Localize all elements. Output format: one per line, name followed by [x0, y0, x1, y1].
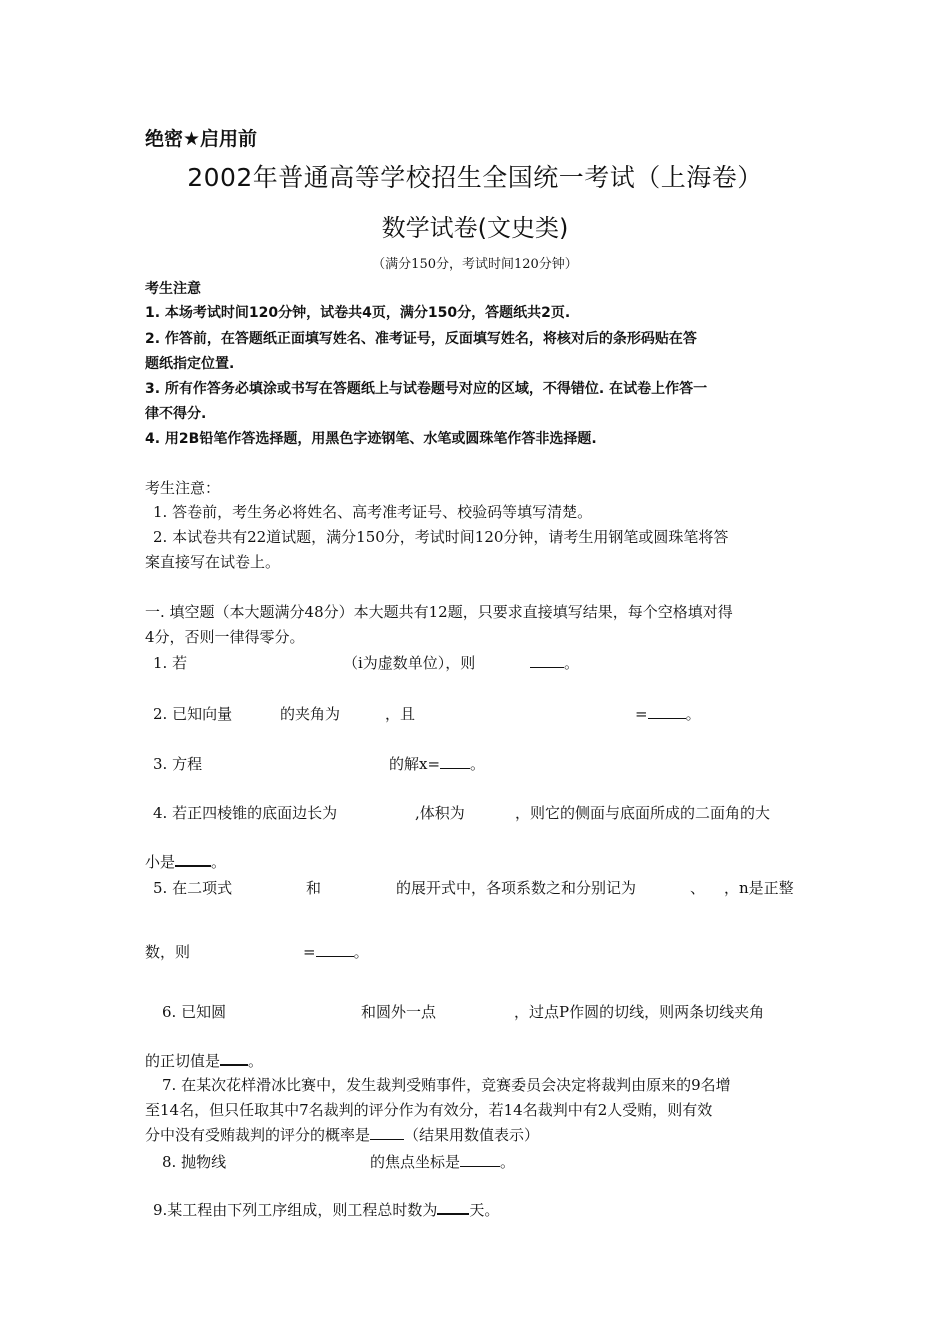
q1-answer — [530, 652, 579, 673]
notice2-line-2: 2. 本试卷共有22道试题，满分150分，考试时间120分钟，请考生用钢笔或圆珠笔将答 — [153, 528, 729, 546]
q1-blank[interactable] — [530, 653, 564, 668]
q4-answer — [145, 851, 226, 872]
section1-intro: 一. 填空题（本大题满分48分）本大题共有12题，只要求直接填写结果，每个空格填对得 — [145, 603, 733, 621]
notice-item-3: 3. 所有作答务必填涂或书写在答题纸上与试卷题号对应的区域，不得错位. 在试卷上作答一 — [145, 381, 708, 397]
q4-text-c: ，则它的侧面与底面所成的二面角的大 — [515, 804, 771, 822]
q4-blank[interactable] — [175, 851, 211, 867]
q6-text-a: 6. 已知圆 — [162, 1003, 227, 1021]
q3-blank[interactable] — [440, 754, 470, 769]
notice2-heading: 考生注意： — [145, 479, 221, 497]
q5-blank[interactable] — [316, 942, 354, 957]
paper-subtitle: （满分150分，考试时间120分钟） — [372, 257, 578, 272]
q1-text-b: （i为虚数单位），则 — [343, 654, 476, 672]
q7-blank[interactable] — [370, 1125, 404, 1140]
q5-text-c: 的展开式中，各项系数之和分别记为 — [396, 879, 637, 897]
confidential-mark: 绝密★启用前 — [145, 128, 258, 150]
q2-blank[interactable] — [648, 704, 686, 719]
q7-line-1: 7. 在某次花样滑冰比赛中，发生裁判受贿事件，竞赛委员会决定将裁判由原来的9名增 — [162, 1076, 731, 1094]
q7-text-a: 分中没有受贿裁判的评分的概率是 — [145, 1126, 371, 1144]
q5-text-d: 、 — [690, 879, 706, 897]
q6-blank[interactable] — [220, 1050, 248, 1066]
q5-equals: = — [303, 943, 316, 961]
exam-title: 2002年普通高等学校招生全国统一考试（上海卷） — [187, 163, 763, 192]
q6-text-c: ，过点P作圆的切线，则两条切线夹角 — [514, 1003, 765, 1021]
q6-text-b: 和圆外一点 — [361, 1003, 437, 1021]
q5-text-b: 和 — [306, 879, 322, 897]
q2-end: 。 — [685, 705, 701, 723]
notice-item-2-cont: 题纸指定位置. — [145, 356, 235, 372]
q6-end: 。 — [248, 1052, 264, 1070]
q3-end: 。 — [470, 755, 486, 773]
section1-intro-cont: 4分，否则一律得零分。 — [145, 628, 305, 646]
q4-text-d: 小是 — [145, 853, 176, 871]
q8-text-a: 8. 抛物线 — [162, 1153, 227, 1171]
q9-line — [153, 1199, 499, 1220]
q5-text-a: 5. 在二项式 — [153, 879, 233, 897]
q5-answer — [303, 941, 369, 962]
q1-text-a: 1. 若 — [153, 654, 188, 672]
q8-end: 。 — [500, 1153, 516, 1171]
notice-heading: 考生注意 — [145, 281, 201, 297]
q9-blank[interactable] — [437, 1199, 469, 1215]
q4-end: 。 — [211, 853, 227, 871]
notice2-line-3: 案直接写在试卷上。 — [145, 553, 281, 571]
q2-equals: = — [635, 705, 648, 723]
q3-text-b: 的解x= — [389, 755, 441, 773]
q9-end: 天。 — [469, 1201, 500, 1219]
paper-title: 数学试卷(文史类) — [381, 214, 569, 242]
q3-answer — [389, 753, 485, 774]
q2-text-a: 2. 已知向量 — [153, 705, 233, 723]
q6-text-d: 的正切值是 — [145, 1052, 221, 1070]
notice-item-3-cont: 律不得分. — [145, 406, 207, 422]
q4-text-a: 4. 若正四棱锥的底面边长为 — [153, 804, 338, 822]
q9-text-a: 9.某工程由下列工序组成，则工程总时数为 — [153, 1201, 438, 1219]
q7-line-3 — [145, 1124, 539, 1145]
q1-end: 。 — [564, 654, 580, 672]
q5-text-e: ，n是正整 — [724, 879, 794, 897]
notice-item-4: 4. 用2B铅笔作答选择题，用黑色字迹钢笔、水笔或圆珠笔作答非选择题. — [145, 431, 597, 447]
q7-text-b: （结果用数值表示） — [404, 1126, 540, 1144]
q2-text-b: 的夹角为 — [280, 705, 341, 723]
q5-text-f: 数，则 — [145, 943, 191, 961]
q8-blank[interactable] — [460, 1152, 500, 1167]
q8-text-b: 的焦点坐标是 — [370, 1153, 461, 1171]
notice2-line-1: 1. 答卷前，考生务必将姓名、高考准考证号、校验码等填写清楚。 — [153, 503, 593, 521]
q6-answer — [145, 1050, 263, 1071]
q2-text-c: ，且 — [385, 705, 416, 723]
q7-line-2: 至14名，但只任取其中7名裁判的评分作为有效分，若14名裁判中有2人受贿，则有效 — [145, 1101, 713, 1119]
q5-end: 。 — [353, 943, 369, 961]
q8-answer — [370, 1151, 515, 1172]
notice-item-1: 1. 本场考试时间120分钟，试卷共4页，满分150分，答题纸共2页. — [145, 305, 571, 321]
notice-item-2: 2. 作答前，在答题纸正面填写姓名、准考证号，反面填写姓名，将核对后的条形码贴在答 — [145, 331, 697, 347]
q4-text-b: ,体积为 — [415, 804, 465, 822]
q2-answer — [635, 703, 701, 724]
q3-text-a: 3. 方程 — [153, 755, 203, 773]
